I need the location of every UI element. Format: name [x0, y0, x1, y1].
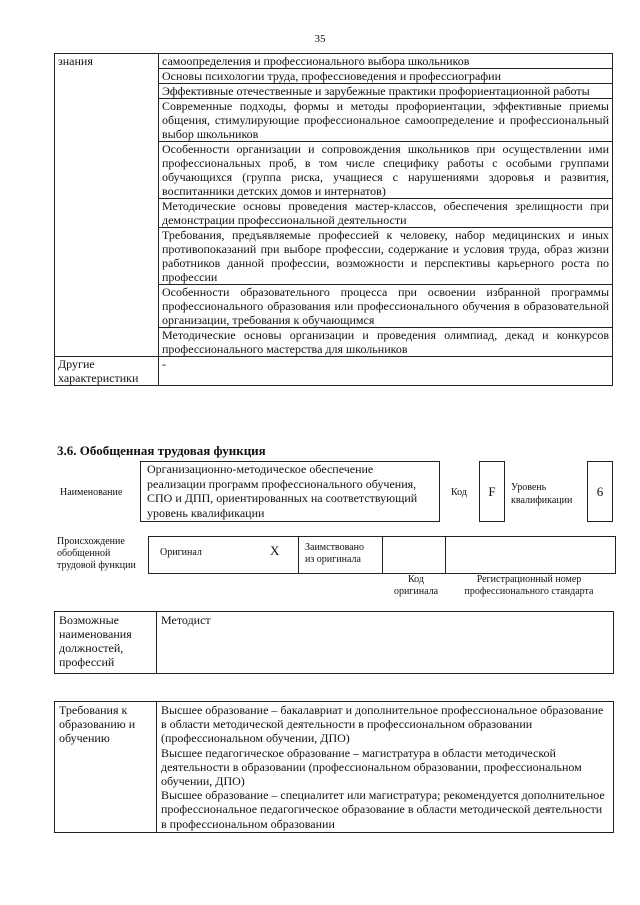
code-value: F	[479, 461, 505, 522]
education-item: Высшее педагогическое образование – магистратура в области методической деятельности в образовании (профессиональном образовании, профессиональном обучении, ДПО)	[161, 745, 582, 789]
other-characteristics-label: Другие характеристики	[55, 357, 159, 386]
name-label: Наименование	[60, 487, 123, 498]
knowledge-item: Требования, предъявляемые профессией к человеку, набор медицинских и иных противопоказаний при выборе профессии, содержание и условия труда, образ жизни работников данной профессии, возможности и перспективы карьерного роста по профессии	[159, 228, 613, 285]
knowledge-item: Эффективные отечественные и зарубежные практики профориентационной работы	[159, 84, 613, 99]
table-row	[55, 54, 613, 69]
education-values	[157, 702, 614, 833]
knowledge-item: Особенности образовательного процесса при освоении избранной программы профессионального образования или профессионального обучения в образовательной организации, требования к обучающимся	[159, 285, 613, 328]
knowledge-label: знания	[55, 54, 159, 357]
knowledge-item: Особенности организации и сопровождения школьников при осуществлении ими профессиональных проб, в том числе специфику работы с особыми группами обучающихся (группа риска, учащиеся с нарушениями здоровья и развития, воспитанники детских домов и интернатов)	[159, 142, 613, 199]
knowledge-item: Современные подходы, формы и методы профориентации, эффективные приемы общения, стимулирующие профессиональное самоопределение и профессиональный выбор школьников	[159, 99, 613, 142]
name-value: Организационно-методическое обеспечение реализации программ профессионального обучения, СПО и ДПП, ориентированных на соответствующий уровень квалификации	[147, 462, 418, 520]
origin-label: Происхождение обобщенной трудовой функции	[57, 536, 136, 571]
knowledge-item: Методические основы организации и проведения олимпиад, декад и конкурсов профессионального мастерства для школьников	[159, 328, 613, 357]
positions-value: Методист	[157, 612, 614, 674]
registration-number-caption: Регистрационный номер профессионального стандарта	[464, 574, 594, 597]
section-title: 3.6. Обобщенная трудовая функция	[57, 443, 266, 458]
origin-cell-code	[382, 537, 446, 573]
knowledge-item: Основы психологии труда, профессиоведения и профессиографии	[159, 69, 613, 84]
code-label: Код	[451, 487, 467, 498]
education-label: Требования к образованию и обучению	[55, 702, 157, 833]
education-item: Высшее образование – специалитет или магистратура; рекомендуется дополнительное профессиональное педагогическое образование в области методической деятельности в профессиональном образовании	[161, 788, 605, 831]
borrowed-label: Заимствовано из оригинала	[305, 542, 364, 565]
knowledge-item: самоопределения и профессионального выбора школьников	[159, 54, 613, 69]
knowledge-item: Методические основы проведения мастер-классов, обеспечения зрелищности при демонстрации профессиональной деятельности	[159, 199, 613, 228]
table-row	[55, 357, 613, 386]
table-row	[55, 612, 614, 674]
page-number: 35	[314, 33, 326, 45]
education-table	[54, 701, 614, 833]
level-value: 6	[587, 461, 613, 522]
code-original-caption: Код оригинала	[393, 574, 439, 597]
level-label: Уровень квалификации	[511, 482, 573, 506]
education-item: Высшее образование – бакалавриат и дополнительное профессиональное образование в области методической деятельности в профессиональном образовании (профессиональном обучении, ДПО)	[161, 703, 604, 746]
positions-table	[54, 611, 614, 674]
original-mark: X	[270, 543, 280, 558]
original-label: Оригинал	[160, 547, 202, 558]
positions-label: Возможные наименования должностей, профессий	[55, 612, 157, 674]
table-row	[55, 702, 614, 833]
other-characteristics-value: -	[159, 357, 613, 386]
origin-table	[148, 536, 616, 574]
knowledge-table	[54, 53, 613, 386]
